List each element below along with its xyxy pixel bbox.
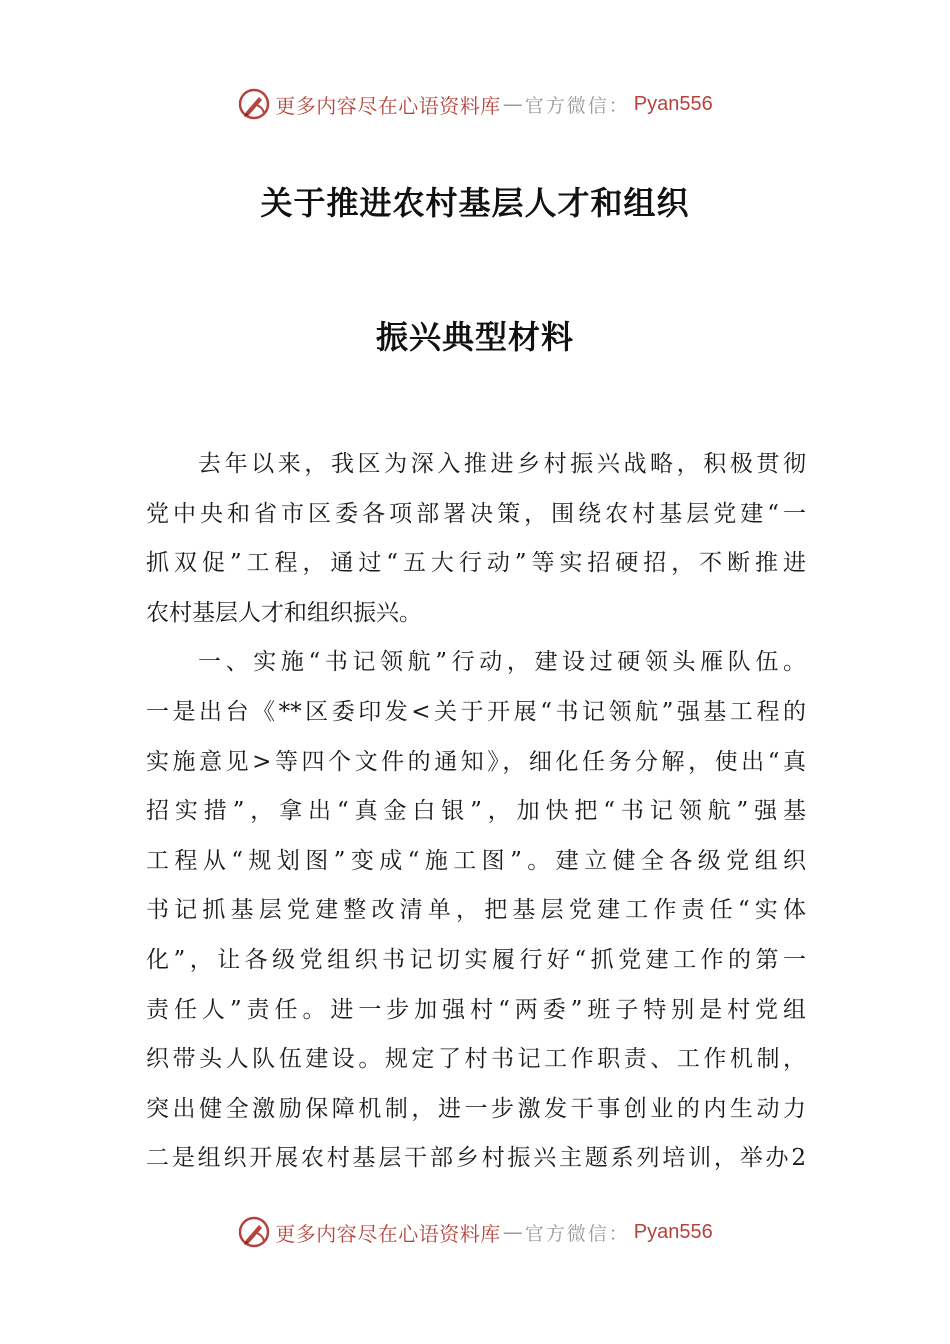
- watermark-wechat-id: Pyan556: [633, 1220, 713, 1243]
- watermark-dash: —: [502, 92, 523, 116]
- body-line: 实施意见>等四个文件的通知》，细化任务分解，使出“真: [146, 748, 806, 775]
- watermark-wechat-label: 官方微信：: [524, 1222, 630, 1245]
- body-line: 责任人”责任。进一步加强村“两委”班子特别是村党组: [146, 996, 806, 1023]
- body-line: 招实措”，拿出“真金白银”，加快把“书记领航”强基: [146, 798, 806, 825]
- body-line: 化”，让各级党组织书记切实履行好“抓党建工作的第一: [146, 946, 806, 973]
- body-line: 工程从“规划图”变成“施工图”。建立健全各级党组织: [146, 847, 806, 874]
- body-line: 一、实施“书记领航”行动，建设过硬领头雁队伍。: [198, 649, 806, 676]
- body-line: 突出健全激励保障机制，进一步激发干事创业的内生动力: [146, 1095, 806, 1122]
- pen-logo-icon: [237, 1215, 271, 1249]
- body-line: 二是组织开展农村基层干部乡村振兴主题系列培训，举办2: [146, 1145, 806, 1172]
- header-watermark: [0, 84, 950, 124]
- document-body: [146, 440, 806, 1184]
- watermark-text: 更多内容尽在心语资料库: [275, 1221, 501, 1246]
- body-line: 书记抓基层党建整改清单，把基层党建工作责任“实体: [146, 897, 806, 924]
- document-title-line-1: 关于推进农村基层人才和组织: [260, 184, 690, 222]
- body-line: 一是出台《**区委印发<关于开展“书记领航”强基工程的: [146, 698, 806, 725]
- watermark-text: 更多内容尽在心语资料库: [275, 93, 501, 118]
- footer-watermark: [0, 1212, 950, 1252]
- body-line: 织带头人队伍建设。规定了村书记工作职责、工作机制，: [146, 1046, 806, 1073]
- watermark-wechat-label: 官方微信：: [524, 94, 630, 117]
- body-line: 党中央和省市区委各项部署决策，围绕农村基层党建“一: [146, 500, 806, 527]
- body-line: 农村基层人才和组织振兴。: [146, 599, 422, 626]
- body-line: 抓双促”工程，通过“五大行动”等实招硬招，不断推进: [146, 550, 806, 577]
- body-line: 去年以来，我区为深入推进乡村振兴战略，积极贯彻: [198, 451, 806, 477]
- watermark-dash: —: [502, 1220, 523, 1244]
- watermark-wechat-id: Pyan556: [633, 92, 713, 115]
- pen-logo-icon: [237, 87, 271, 121]
- document-title-line-2: 振兴典型材料: [375, 318, 574, 356]
